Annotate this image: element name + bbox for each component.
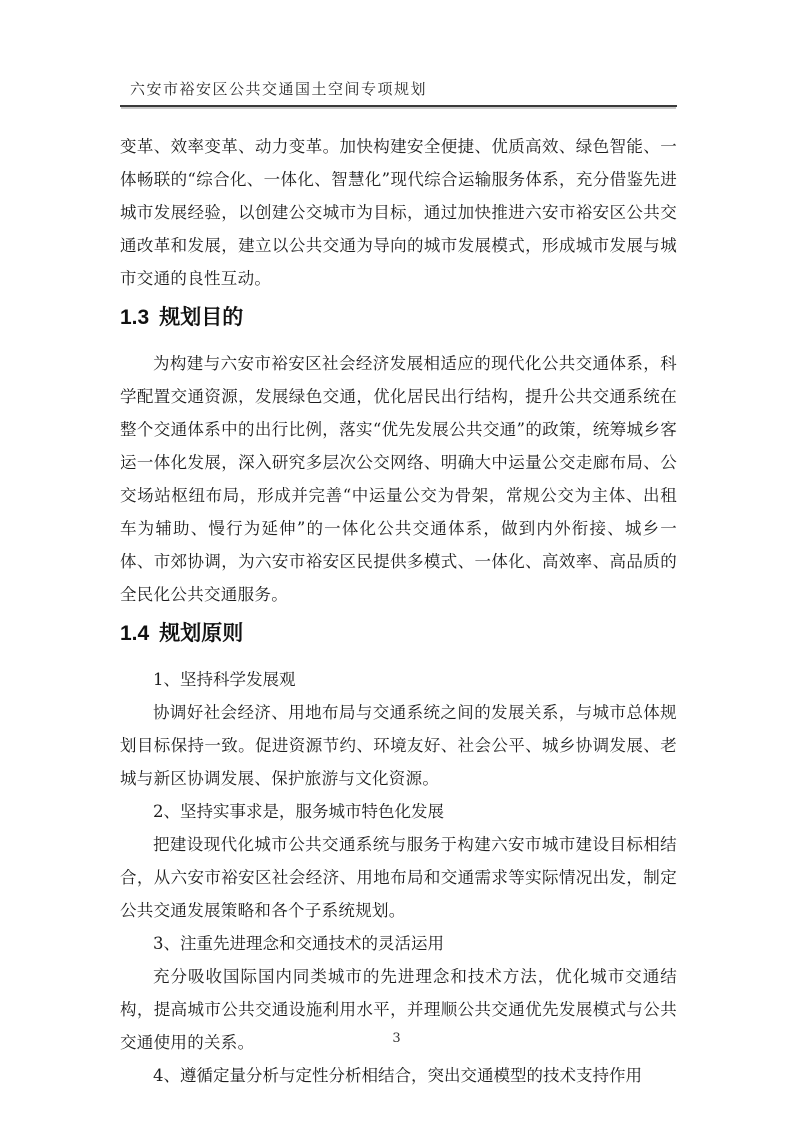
running-header-title: 六安市裕安区公共交通国土空间专项规划 [130,80,428,98]
principle-3-body: 充分吸收国际国内同类城市的先进理念和技术方法，优化城市交通结构，提高城市公共交通设施利用水平，并理顺公共交通优先发展模式与公共交通使用的关系。 [120,967,677,1052]
principle-4-label: 4、遵循定量分析与定性分析相结合，突出交通模型的技术支持作用 [153,1066,642,1085]
principle-1-label: 1、坚持科学发展观 [153,670,296,689]
running-header [120,78,677,107]
section-1-3-heading [120,304,677,332]
page-number: 3 [392,1031,401,1046]
intro-paragraph: 变革、效率变革、动力变革。加快构建安全便捷、优质高效、绿色智能、一体畅联的“综合化、一体化、智慧化”现代综合运输服务体系，充分借鉴先进城市发展经验，以创建公交城市为目标，通过加快推进六安市裕安区公共交通改革和发展，建立以公共交通为导向的城市发展模式，形成城市发展与城市交通的良性互动。 [120,137,677,288]
principle-1-body: 协调好社会经济、用地布局与交通系统之间的发展关系，与城市总体规划目标保持一致。促进资源节约、环境友好、社会公平、城乡协调发展、老城与新区协调发展、保护旅游与文化资源。 [120,703,677,788]
principle-3-label: 3、注重先进理念和交通技术的灵活运用 [153,934,444,953]
section-1-3-title: 规划目的 [159,306,244,329]
principle-2-body: 把建设现代化城市公共交通系统与服务于构建六安市城市建设目标相结合，从六安市裕安区社会经济、用地布局和交通需求等实际情况出发，制定公共交通发展策略和各个子系统规划。 [120,835,677,920]
section-1-4-title: 规划原则 [159,622,244,645]
page-footer [0,1031,793,1046]
principles-list [120,663,677,1092]
principle-2-label: 2、坚持实事求是，服务城市特色化发展 [153,802,444,821]
page-content [120,78,677,1092]
section-1-4-heading [120,620,677,648]
section-1-3-paragraph: 为构建与六安市裕安区社会经济发展相适应的现代化公共交通体系，科学配置交通资源，发展绿色交通，优化居民出行结构，提升公共交通系统在整个交通体系中的出行比例，落实“优先发展公共交通”的政策，统筹城乡客运一体化发展，深入研究多层次公交网络、明确大中运量公交走廊布局、公交场站枢纽布局，形成并完善“中运量公交为骨架，常规公交为主体、出租车为辅助、慢行为延伸”的一体化公共交通体系，做到内外衔接、城乡一体、市郊协调，为六安市裕安区民提供多模式、一体化、高效率、高品质的全民化公共交通服务。 [120,354,677,604]
section-1-3-number: 1.3 [120,306,150,329]
section-1-4-number: 1.4 [120,622,150,645]
